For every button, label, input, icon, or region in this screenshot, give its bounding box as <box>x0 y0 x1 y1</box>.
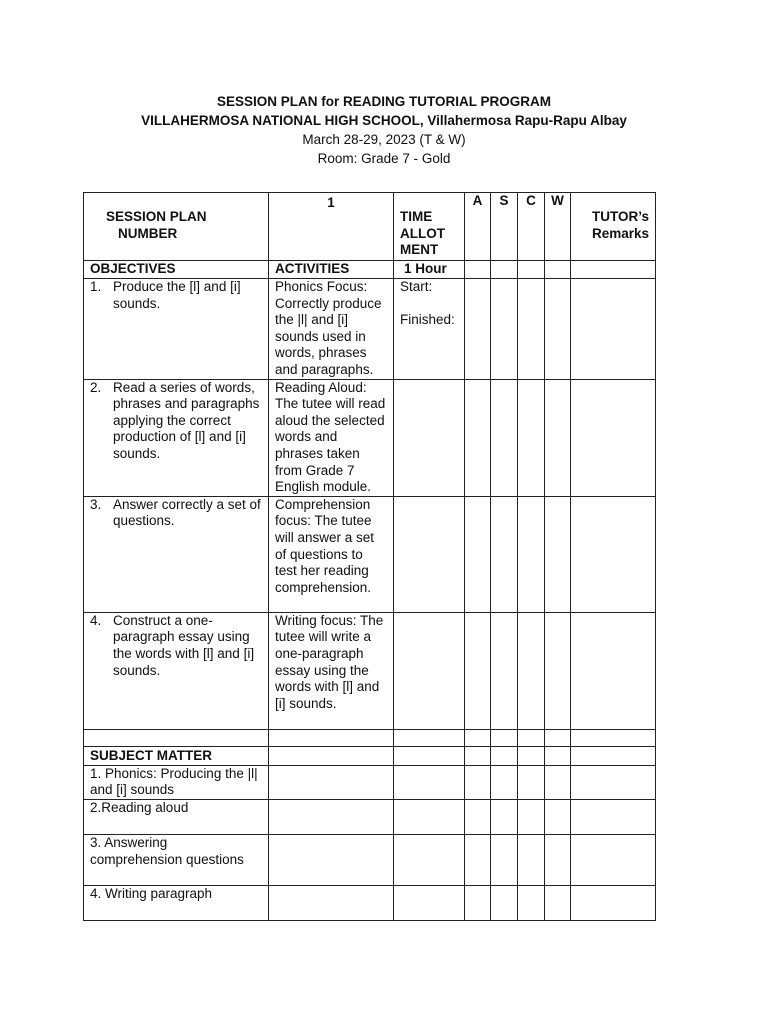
table-row <box>84 496 656 612</box>
date-line: March 28-29, 2023 (T & W) <box>302 132 466 147</box>
table-row <box>84 765 656 799</box>
remarks-label-line1: TUTOR’s <box>591 209 649 224</box>
objective-number: 2. <box>90 379 102 395</box>
room-line: Room: Grade 7 - Gold <box>317 151 451 166</box>
objectives-header: OBJECTIVES <box>84 261 269 279</box>
objective-number: 1. <box>90 279 102 294</box>
column-c-header: C <box>518 193 545 261</box>
objective-text: Answer correctly a set of questions. <box>113 496 261 529</box>
title-line: SESSION PLAN for READING TUTORIAL PROGRAM <box>216 94 552 109</box>
table-row <box>84 799 656 834</box>
objective-cell <box>84 612 269 729</box>
table-row <box>84 612 656 729</box>
school-line: VILLAHERMOSA NATIONAL HIGH SCHOOL, Villahermosa Rapu-Rapu Albay <box>141 113 627 128</box>
document-header <box>0 92 768 168</box>
subject-item: 4. Writing paragraph <box>84 885 269 920</box>
activity-cell: Phonics Focus: Correctly produce the |l| and [i] sounds used in words, phrases and paragraphs. <box>269 279 394 380</box>
time-allotment-header <box>394 193 465 261</box>
time-label-line3: MENT <box>400 242 439 258</box>
start-label: Start: <box>400 279 433 294</box>
table-row <box>84 885 656 920</box>
time-cell <box>394 279 465 380</box>
activities-header: ACTIVITIES <box>269 261 394 279</box>
objective-text: Construct a one-paragraph essay using the words with [l] and [i] sounds. <box>113 612 255 678</box>
table-row <box>84 379 656 496</box>
subject-matter-header-row <box>84 746 656 765</box>
time-label-line2: ALLOT <box>400 225 445 241</box>
subject-item: 1. Phonics: Producing the |l| and [i] sounds <box>84 765 269 799</box>
objective-text: Read a series of words, phrases and paragraphs applying the correct production of [l] and [i] sounds. <box>113 379 260 461</box>
activity-cell: Reading Aloud: The tutee will read aloud the selected words and phrases taken from Grade 7 English module. <box>269 379 394 496</box>
objective-number: 3. <box>90 496 102 512</box>
session-plan-table <box>83 192 656 921</box>
table-row <box>84 834 656 885</box>
table-header-row <box>84 193 656 261</box>
time-value: 1 Hour <box>394 261 465 279</box>
session-number-cell: 1 <box>269 193 394 261</box>
column-a-header: A <box>465 193 491 261</box>
objective-cell <box>84 496 269 612</box>
objective-number: 4. <box>90 612 102 628</box>
remarks-label-line2: Remarks <box>591 225 649 241</box>
session-plan-number-label <box>84 193 269 261</box>
column-s-header: S <box>491 193 518 261</box>
activity-cell: Writing focus: The tutee will write a one-paragraph essay using the words with [l] and [i] sounds. <box>269 612 394 729</box>
subject-matter-header: SUBJECT MATTER <box>84 746 269 765</box>
objective-text: Produce the [l] and [i] sounds. <box>113 279 241 311</box>
subject-item: 3. Answering comprehension questions <box>84 834 269 885</box>
session-plan-label-line1: SESSION PLAN <box>106 209 207 224</box>
activity-cell: Comprehension focus: The tutee will answer a set of questions to test her reading comprehension. <box>269 496 394 612</box>
table-row <box>84 279 656 380</box>
objective-cell <box>84 279 269 380</box>
column-w-header: W <box>545 193 571 261</box>
finished-label: Finished: <box>400 311 455 327</box>
tutor-remarks-header <box>571 193 656 261</box>
session-plan-label-line2: NUMBER <box>118 225 178 241</box>
subject-item: 2.Reading aloud <box>84 799 269 834</box>
time-label-line1: TIME <box>400 209 433 224</box>
empty-row <box>84 729 656 746</box>
objective-cell <box>84 379 269 496</box>
objectives-header-row <box>84 261 656 279</box>
